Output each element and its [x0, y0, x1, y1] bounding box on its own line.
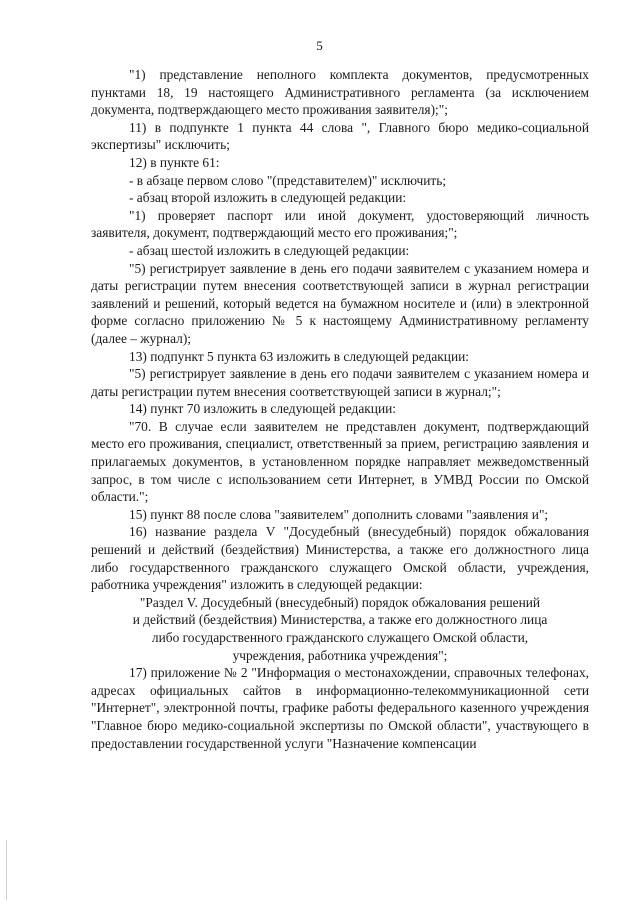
section-v-heading-line-4: учреждения, работника учреждения";: [232, 647, 448, 663]
paragraph-new-text-1: "1) проверяет паспорт или иной документ, удостоверяющий личность заявителя, документ, подтверждающий место его проживания;";: [91, 207, 589, 241]
section-v-heading-line-2: и действий (бездействия) Министерства, а также его должностного лица: [132, 612, 548, 628]
paragraph-item-16: 16) название раздела V "Досудебный (внесудебный) порядок обжалования решений и действий (бездействия) Министерства, а также его должностного лица либо государственного гражданского служащего Омской области, учреждения, работника учреждения" изложить в следующей редакции:: [91, 524, 589, 593]
paragraph-item-11: 11) в подпункте 1 пункта 44 слова ", Главного бюро медико-социальной экспертизы" исключить;: [91, 119, 589, 153]
paragraph-item-14: 14) пункт 70 изложить в следующей редакции:: [129, 401, 397, 417]
paragraph-item-15: 15) пункт 88 после слова "заявителем" дополнить словами "заявления и";: [129, 506, 549, 522]
document-body: [91, 66, 589, 752]
section-v-heading: [91, 594, 589, 664]
paragraph-item-12-first-abzac: - в абзаце первом слово "(представителем)" исключить;: [129, 172, 447, 188]
paragraph-item-17: 17) приложение № 2 "Информация о местонахождении, справочных телефонах, адресах официальных сайтов в информационно-телекоммуникационной сети "Интернет", электронной почты, графике работы федерального казенного учреждения "Главное бюро медико-социальной экспертизы по Омской области", участвующего в предоставлении государственной услуги "Назначение компенсации: [91, 665, 589, 751]
paragraph-new-text-70: "70. В случае если заявителем не представлен документ, подтверждающий место его проживания, специалист, ответственный за прием, регистрацию заявления и прилагаемых документов, в установленном порядке направляет межведомственный запрос, в том числе с использованием сети Интернет, в УМВД России по Омской области.";: [91, 418, 589, 505]
paragraph-item-1-continuation: "1) представление неполного комплекта документов, предусмотренных пунктами 18, 19 настоящего Административного регламента (за исключением документа, подтверждающего место проживания заявителя);";: [91, 67, 589, 118]
paragraph-item-12-second-abzac: - абзац второй изложить в следующей редакции:: [129, 190, 407, 206]
paragraph-new-text-5-short: "5) регистрирует заявление в день его подачи заявителем с указанием номера и даты регистрации путем внесения соответствующей записи в журнал;";: [91, 366, 589, 399]
page-number: 5: [316, 38, 323, 53]
paragraph-item-12: 12) в пункте 61:: [129, 154, 220, 170]
paragraph-new-text-5: "5) регистрирует заявление в день его подачи заявителем с указанием номера и даты регистрации путем внесения соответствующей записи в журнал регистрации заявлений и решений, который ведется на бумажном носителе и (или) в электронной форме согласно приложению № 5 к настоящему Административному регламенту (далее – журнал);: [91, 260, 589, 346]
scan-edge-mark: [6, 840, 7, 900]
section-v-heading-line-1: "Раздел V. Досудебный (внесудебный) порядок обжалования решений: [139, 594, 541, 610]
paragraph-item-13: 13) подпункт 5 пункта 63 изложить в следующей редакции:: [129, 348, 469, 364]
section-v-heading-line-3: либо государственного гражданского служащего Омской области,: [151, 630, 529, 645]
paragraph-item-12-sixth-abzac: - абзац шестой изложить в следующей редакции:: [129, 242, 410, 258]
